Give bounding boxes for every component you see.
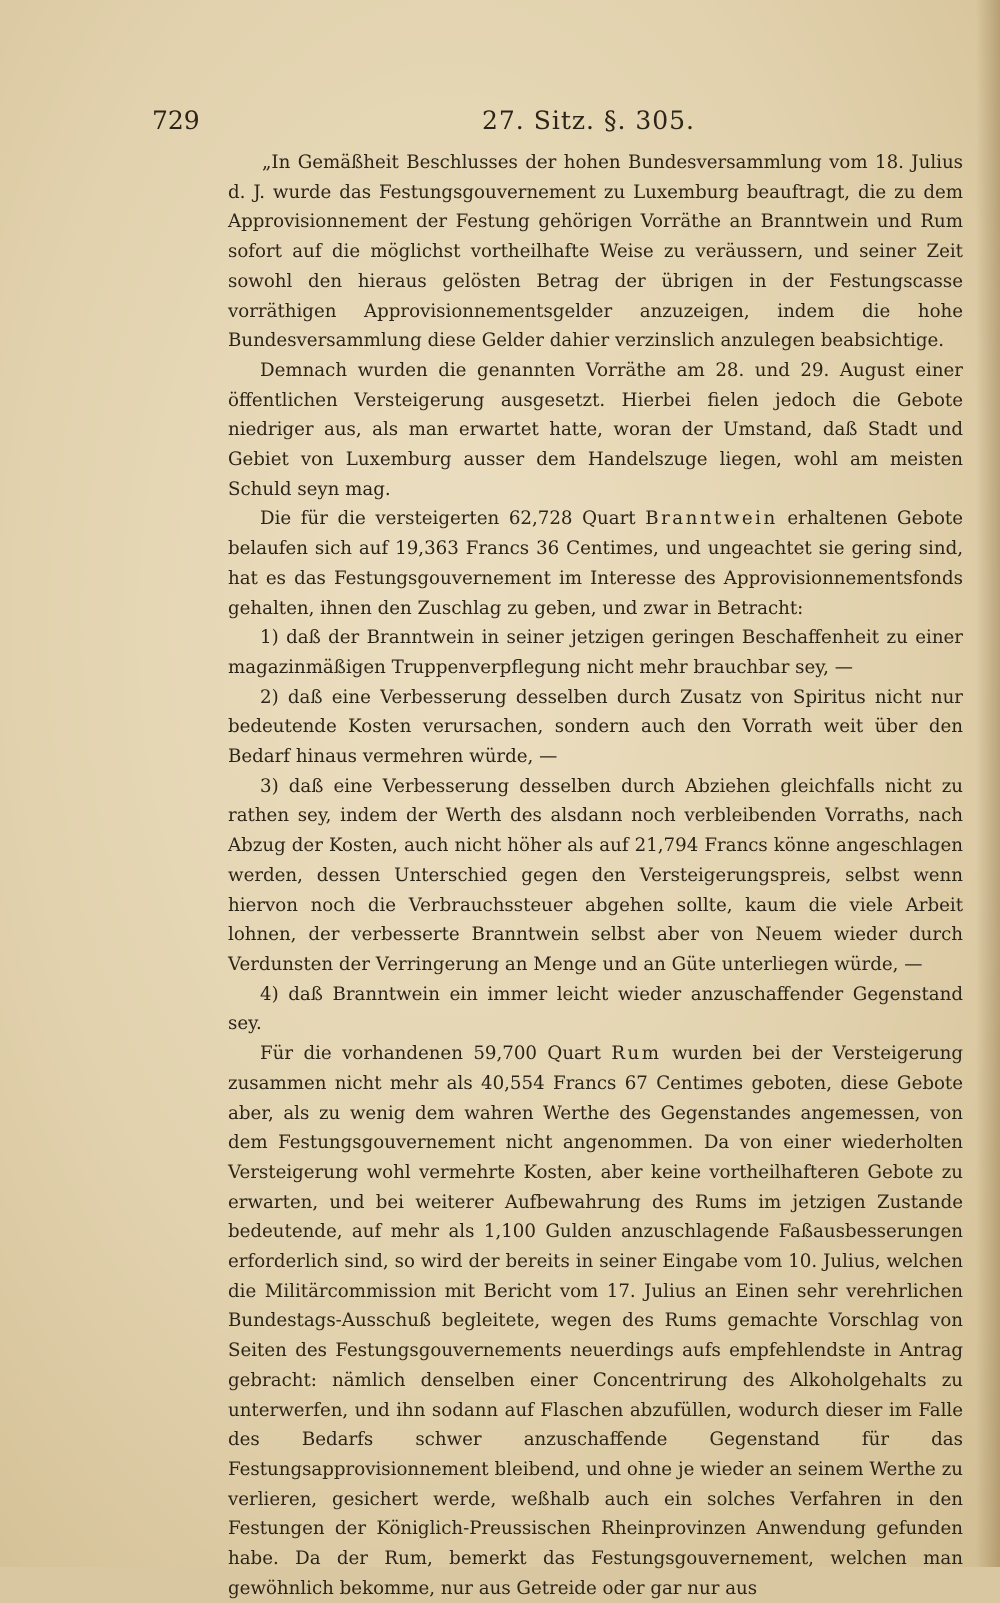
body-text bbox=[228, 148, 963, 1603]
paragraph-8 bbox=[228, 1039, 963, 1603]
paragraph-3-text-b: erhaltenen Gebote belaufen sich auf 19,363 Francs 36 Centimes, und ungeachtet sie gering sind, hat es das Festungsgouvernement im Interesse des Approvisionnementsfonds gehalten, ihnen den Zuschlag zu geben, und zwar in Betracht: bbox=[228, 508, 963, 619]
paragraph-3-spaced-word: Branntwein bbox=[645, 508, 778, 530]
paragraph-2: Demnach wurden die genannten Vorräthe am 28. und 29. August einer öffentlichen Versteigerung ausgesetzt. Hierbei fielen jedoch die Gebote niedriger aus, als man erwartet hatte, woran der Umstand, daß Stadt und Gebiet von Luxemburg ausser dem Handelszuge liegen, wohl am meisten Schuld seyn mag. bbox=[228, 359, 963, 500]
list-item-4: 4) daß Branntwein ein immer leicht wieder anzuschaffender Gegenstand sey. bbox=[228, 983, 963, 1035]
paragraph-1: „In Gemäßheit Beschlusses der hohen Bundesversammlung vom 18. Julius d. J. wurde das Festungsgouvernement zu Luxemburg beauftragt, die zu dem Approvisionnement der Festung gehörigen Vorräthe an Branntwein und Rum sofort auf die möglichst vortheilhafte Weise zu veräussern, und seiner Zeit sowohl den hieraus gelösten Betrag der übrigen in der Festungscasse vorräthigen Approvisionnementsgelder anzuzeigen, indem die hohe Bundesversammlung diese Gelder dahier verzinslich anzulegen beabsichtige. bbox=[228, 152, 963, 352]
paragraph-8-text-a: Für die vorhandenen 59,700 Quart bbox=[260, 1043, 612, 1065]
page-header bbox=[152, 100, 972, 140]
paragraph-3-text-a: Die für die versteigerten 62,728 Quart bbox=[260, 508, 646, 530]
list-item-1: 1) daß der Branntwein in seiner jetzigen geringen Beschaffenheit zu einer magazinmäßigen Truppenverpflegung nicht mehr brauchbar sey, — bbox=[228, 627, 963, 678]
paragraph-8-text-b: wurden bei der Versteigerung zusammen nicht mehr als 40,554 Francs 67 Centimes geboten, diese Gebote aber, als zu wenig dem wahren Werthe des Gegenstandes angemessen, von dem Festungsgouvernement nicht angenommen. Da von einer wiederholten Versteigerung wohl vermehrte Kosten, aber keine vortheilhafteren Gebote zu erwarten, und bei weiterer Aufbewahrung des Rums im jetzigen Zustande bedeutende, auf mehr als 1,100 Gulden anzuschlagende Faßausbesserungen erforderlich sind, so wird der bereits in seiner Eingabe vom 10. Julius, welchen die Militärcommission mit Bericht vom 17. Julius an Einen sehr verehrlichen Bundestags-Ausschuß begleitete, wegen des Rums gemachte Vorschlag von Seiten des Festungsgouvernements neuerdings aufs empfehlendste in Antrag gebracht: nämlich denselben einer Concentrirung des Alkoholgehalts zu unterwerfen, und ihn sodann auf Flaschen abzufüllen, wodurch dieser im Falle des Bedarfs schwer anzuschaffende Gegenstand für das Festungsapprovisionnement bleibend, und ohne je wieder an seinem Werthe zu verlieren, gesichert werde, weßhalb auch ein solches Verfahren in den Festungen der Königlich-Preussischen Rheinprovinzen Anwendung gefunden habe. Da der Rum, bemerkt das Festungsgouvernement, welchen man gewöhnlich bekomme, nur aus Getreide oder gar nur aus bbox=[228, 1043, 963, 1599]
list-item-2: 2) daß eine Verbesserung desselben durch Zusatz von Spiritus nicht nur bedeutende Kosten verursachen, sondern auch den Vorrath weit über den Bedarf hinaus vermehren würde, — bbox=[228, 686, 963, 768]
running-head: 27. Sitz. §. 305. bbox=[482, 106, 695, 135]
page-number: 729 bbox=[152, 106, 200, 135]
paragraph-8-spaced-word: Rum bbox=[611, 1043, 662, 1065]
list-item-3: 3) daß eine Verbesserung desselben durch Abziehen gleichfalls nicht zu rathen sey, indem der Werth des alsdann noch verbleibenden Vorraths, nach Abzug der Kosten, auch nicht höher als auf 21,794 Francs könne angeschlagen werden, dessen Unterschied gegen den Versteigerungspreis, selbst wenn hiervon noch die Verbrauchssteuer abgehen sollte, kaum die viele Arbeit lohnen, der verbesserte Branntwein selbst aber von Neuem wieder durch Verdunsten der Verringerung an Menge und an Güte unterliegen würde, — bbox=[228, 775, 963, 975]
page-edge-shadow bbox=[976, 0, 1000, 1567]
paragraph-3 bbox=[228, 504, 963, 623]
